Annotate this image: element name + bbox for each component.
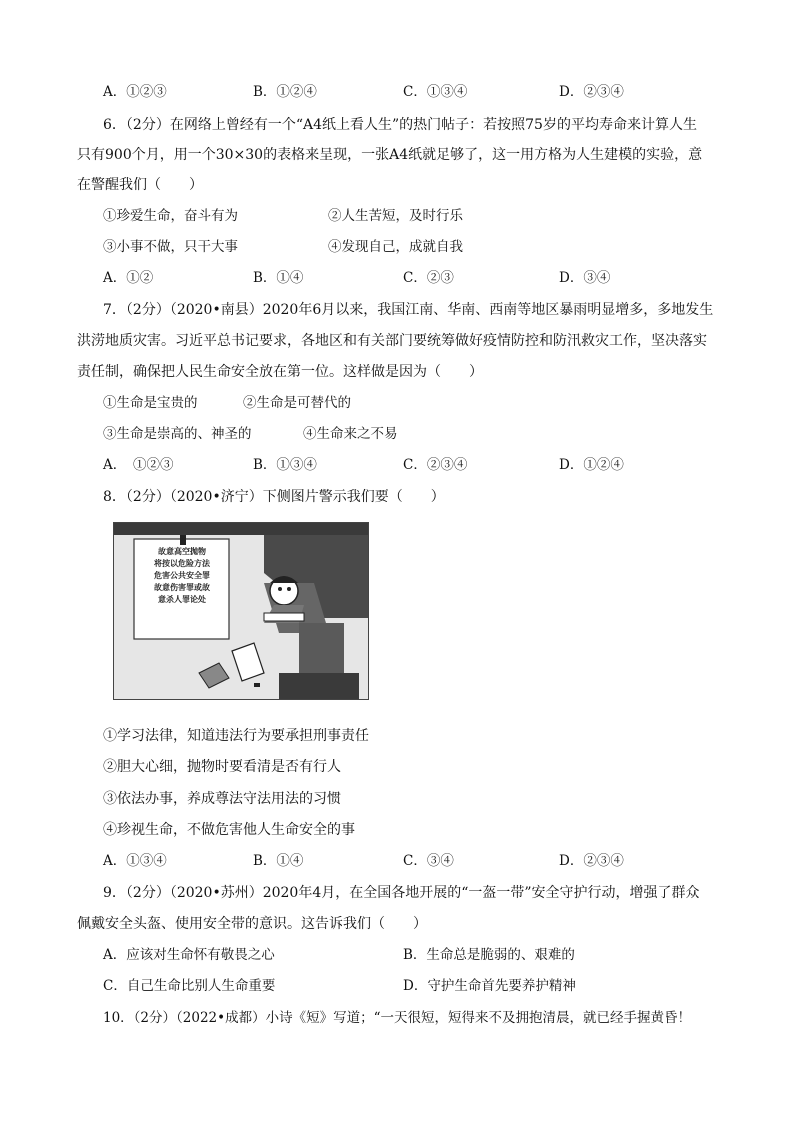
q7-stem-line-3: 责任制，确保把人民生命安全放在第一位。这样做是因为（ ） <box>77 364 483 380</box>
q5-option-d[interactable]: D．②③④ <box>559 84 624 100</box>
q9-stem-line-2: 佩戴安全头盔、使用安全带的意识。这告诉我们（ ） <box>77 916 427 932</box>
q8-poster-line-4: 故意伤害罪或故 <box>154 582 210 592</box>
q10-stem-line-1: 10．（2分）（2022•成都）小诗《短》写道；“一天很短，短得来不及拥抱清晨，就已经手握黄昏！ <box>103 1010 691 1026</box>
q8-stem-line-1: 8．（2分）（2020•济宁）下侧图片警示我们要（ ） <box>103 489 445 505</box>
q7-statement-3: ③生命是崇高的、神圣的 <box>103 426 252 442</box>
q6-stem-line-1: 6．（2分）在网络上曾经有一个“A4纸上看人生”的热门帖子：若按照75岁的平均寿命来计算人生 <box>103 117 697 133</box>
q7-option-a[interactable]: A． ①②③ <box>103 457 174 473</box>
q9-option-d[interactable]: D．守护生命首先要养护精神 <box>403 978 576 994</box>
q8-option-b[interactable]: B．①④ <box>253 853 304 869</box>
q8-poster-line-5: 意杀人罪论处 <box>158 594 206 604</box>
q7-option-d[interactable]: D．①②④ <box>559 457 624 473</box>
q8-statement-1: ①学习法律，知道违法行为要承担刑事责任 <box>103 728 369 744</box>
q7-statement-1: ①生命是宝贵的 <box>103 395 198 411</box>
q7-options <box>103 455 663 475</box>
q6-option-a[interactable]: A．①② <box>103 270 154 286</box>
q6-option-c[interactable]: C．②③ <box>403 270 454 286</box>
q8-statement-3: ③依法办事，养成尊法守法用法的习惯 <box>103 791 341 807</box>
q9-option-a[interactable]: A．应该对生命怀有敬畏之心 <box>103 947 275 963</box>
q8-option-d[interactable]: D．②③④ <box>559 853 624 869</box>
q8-options <box>103 851 663 871</box>
q9-options-row-1 <box>103 945 663 965</box>
q8-statement-2: ②胆大心细，抛物时要看清是否有行人 <box>103 759 341 775</box>
q8-statement-4: ④珍视生命，不做危害他人生命安全的事 <box>103 822 355 838</box>
q8-option-c[interactable]: C．③④ <box>403 853 454 869</box>
q7-statements-row-1 <box>103 393 663 413</box>
q7-option-c[interactable]: C．②③④ <box>403 457 468 473</box>
q5-option-c[interactable]: C．①③④ <box>403 84 468 100</box>
q6-statement-3: ③小事不做，只干大事 <box>103 239 238 255</box>
q8-poster-line-3: 危害公共安全罪 <box>154 570 210 580</box>
q8-poster-line-2: 将按以危险方法 <box>154 558 210 568</box>
q5-options <box>103 82 663 102</box>
q5-option-a[interactable]: A．①②③ <box>103 84 167 100</box>
q6-option-b[interactable]: B．①④ <box>253 270 304 286</box>
q8-option-a[interactable]: A．①③④ <box>103 853 167 869</box>
q9-options-row-2 <box>103 976 663 996</box>
q8-poster-text <box>138 545 226 605</box>
q7-statement-2: ②生命是可替代的 <box>243 395 351 411</box>
q7-option-b[interactable]: B．①③④ <box>253 457 317 473</box>
q8-poster-line-1: 故意高空抛物 <box>158 546 206 556</box>
q6-stem-line-2: 只有900个月，用一个30×30的表格来呈现，一张A4纸就足够了，这一用方格为人生建模的实验，意 <box>77 147 703 163</box>
q9-stem-line-1: 9．（2分）（2020•苏州）2020年4月，在全国各地开展的“一盔一带”安全守护行动，增强了群众 <box>103 885 700 901</box>
q6-options <box>103 268 663 288</box>
q5-option-b[interactable]: B．①②④ <box>253 84 317 100</box>
q6-statements-row-2 <box>103 237 663 257</box>
q6-statement-2: ②人生苦短，及时行乐 <box>328 208 463 224</box>
q7-stem-line-2: 洪涝地质灾害。习近平总书记要求，各地区和有关部门要统筹做好疫情防控和防汛救灾工作，坚决落实 <box>77 333 707 349</box>
q6-statement-1: ①珍爱生命，奋斗有为 <box>103 208 238 224</box>
q9-option-c[interactable]: C．自己生命比别人生命重要 <box>103 978 276 994</box>
q8-cartoon-figure <box>113 522 369 700</box>
q6-statements-row-1 <box>103 206 663 226</box>
q6-option-d[interactable]: D．③④ <box>559 270 611 286</box>
q7-statement-4: ④生命来之不易 <box>303 426 398 442</box>
q7-statements-row-2 <box>103 424 663 444</box>
q7-stem-line-1: 7．（2分）（2020•南县）2020年6月以来，我国江南、华南、西南等地区暴雨明显增多，多地发生 <box>103 302 714 318</box>
q6-stem-line-3: 在警醒我们（ ） <box>77 177 203 193</box>
q9-option-b[interactable]: B．生命总是脆弱的、艰难的 <box>403 947 575 963</box>
q6-statement-4: ④发现自己，成就自我 <box>328 239 463 255</box>
